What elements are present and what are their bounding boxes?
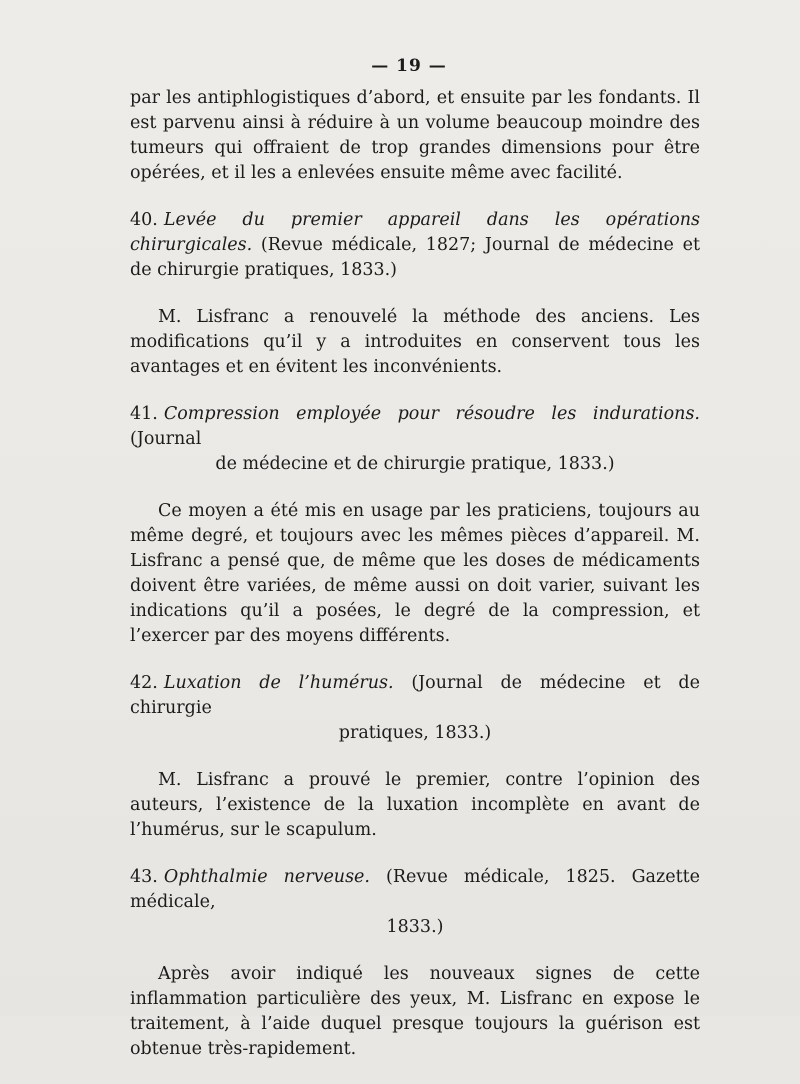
entry-43-title: Ophthalmie nerveuse.: [163, 867, 370, 887]
entry-43-head: [130, 865, 700, 915]
entry-40-title: Levée du premier appareil dans les opérations chirurgicales.: [130, 210, 700, 255]
entry-42-number: 42.: [130, 673, 158, 693]
entry-41: [130, 402, 700, 477]
entry-43: [130, 865, 700, 940]
intro-paragraph: par les antiphlogistiques d’abord, et ensuite par les fondants. Il est parvenu ainsi à réduire à un volume beaucoup moindre des tumeurs qui offraient de trop grandes dimensions pour être opérées, et il les a enlevées ensuite même avec facilité.: [130, 88, 700, 183]
entry-41-reference-start: (Journal: [130, 429, 202, 449]
entry-42-head: [130, 671, 700, 721]
entry-43-reference-end: 1833.): [386, 917, 444, 937]
entry-43-reference-start: (Revue médicale, 1825. Gazette médicale,: [130, 867, 700, 912]
entry-41-paragraph: Ce moyen a été mis en usage par les praticiens, toujours au même degré, et toujours avec les mêmes pièces d’appareil. M. Lisfranc a pensé que, de même que les doses de médicaments doivent être variées, de même aussi on doit varier, suivant les indications qu’il a posées, le degré de la compression, et l’exercer par des moyens différents.: [130, 501, 700, 646]
entry-42: [130, 671, 700, 746]
page-body: [130, 86, 700, 1084]
page-number: — 19 —: [371, 56, 447, 76]
entry-40-number: 40.: [130, 210, 158, 230]
entry-40: [130, 208, 700, 283]
entry-40-paragraph: M. Lisfranc a renouvelé la méthode des anciens. Les modifications qu’il y a introduites en conservent tous les avantages et en évitent les inconvénients.: [130, 307, 700, 377]
entry-41-reference-end: de médecine et de chirurgie pratique, 1833.): [215, 454, 615, 474]
entry-42-reference-end: pratiques, 1833.): [338, 723, 492, 743]
entry-41-title: Compression employée pour résoudre les indurations.: [163, 404, 700, 424]
entry-43-paragraph: Après avoir indiqué les nouveaux signes de cette inflammation particulière des yeux, M. Lisfranc en expose le traitement, à l’aide duquel presque toujours la guérison est obtenue très-rapidement.: [130, 964, 700, 1059]
entry-42-title: Luxation de l’humérus.: [163, 673, 394, 693]
entry-42-reference-start: (Journal de médecine et de chirurgie: [130, 673, 700, 718]
entry-41-head: [130, 402, 700, 452]
entry-42-paragraph: M. Lisfranc a prouvé le premier, contre l’opinion des auteurs, l’existence de la luxation incomplète en avant de l’humérus, sur le scapulum.: [130, 770, 700, 840]
entry-41-number: 41.: [130, 404, 158, 424]
entry-43-number: 43.: [130, 867, 158, 887]
entry-40-reference: (Revue médicale, 1827; Journal de médecine et de chirurgie pratiques, 1833.): [130, 235, 700, 280]
